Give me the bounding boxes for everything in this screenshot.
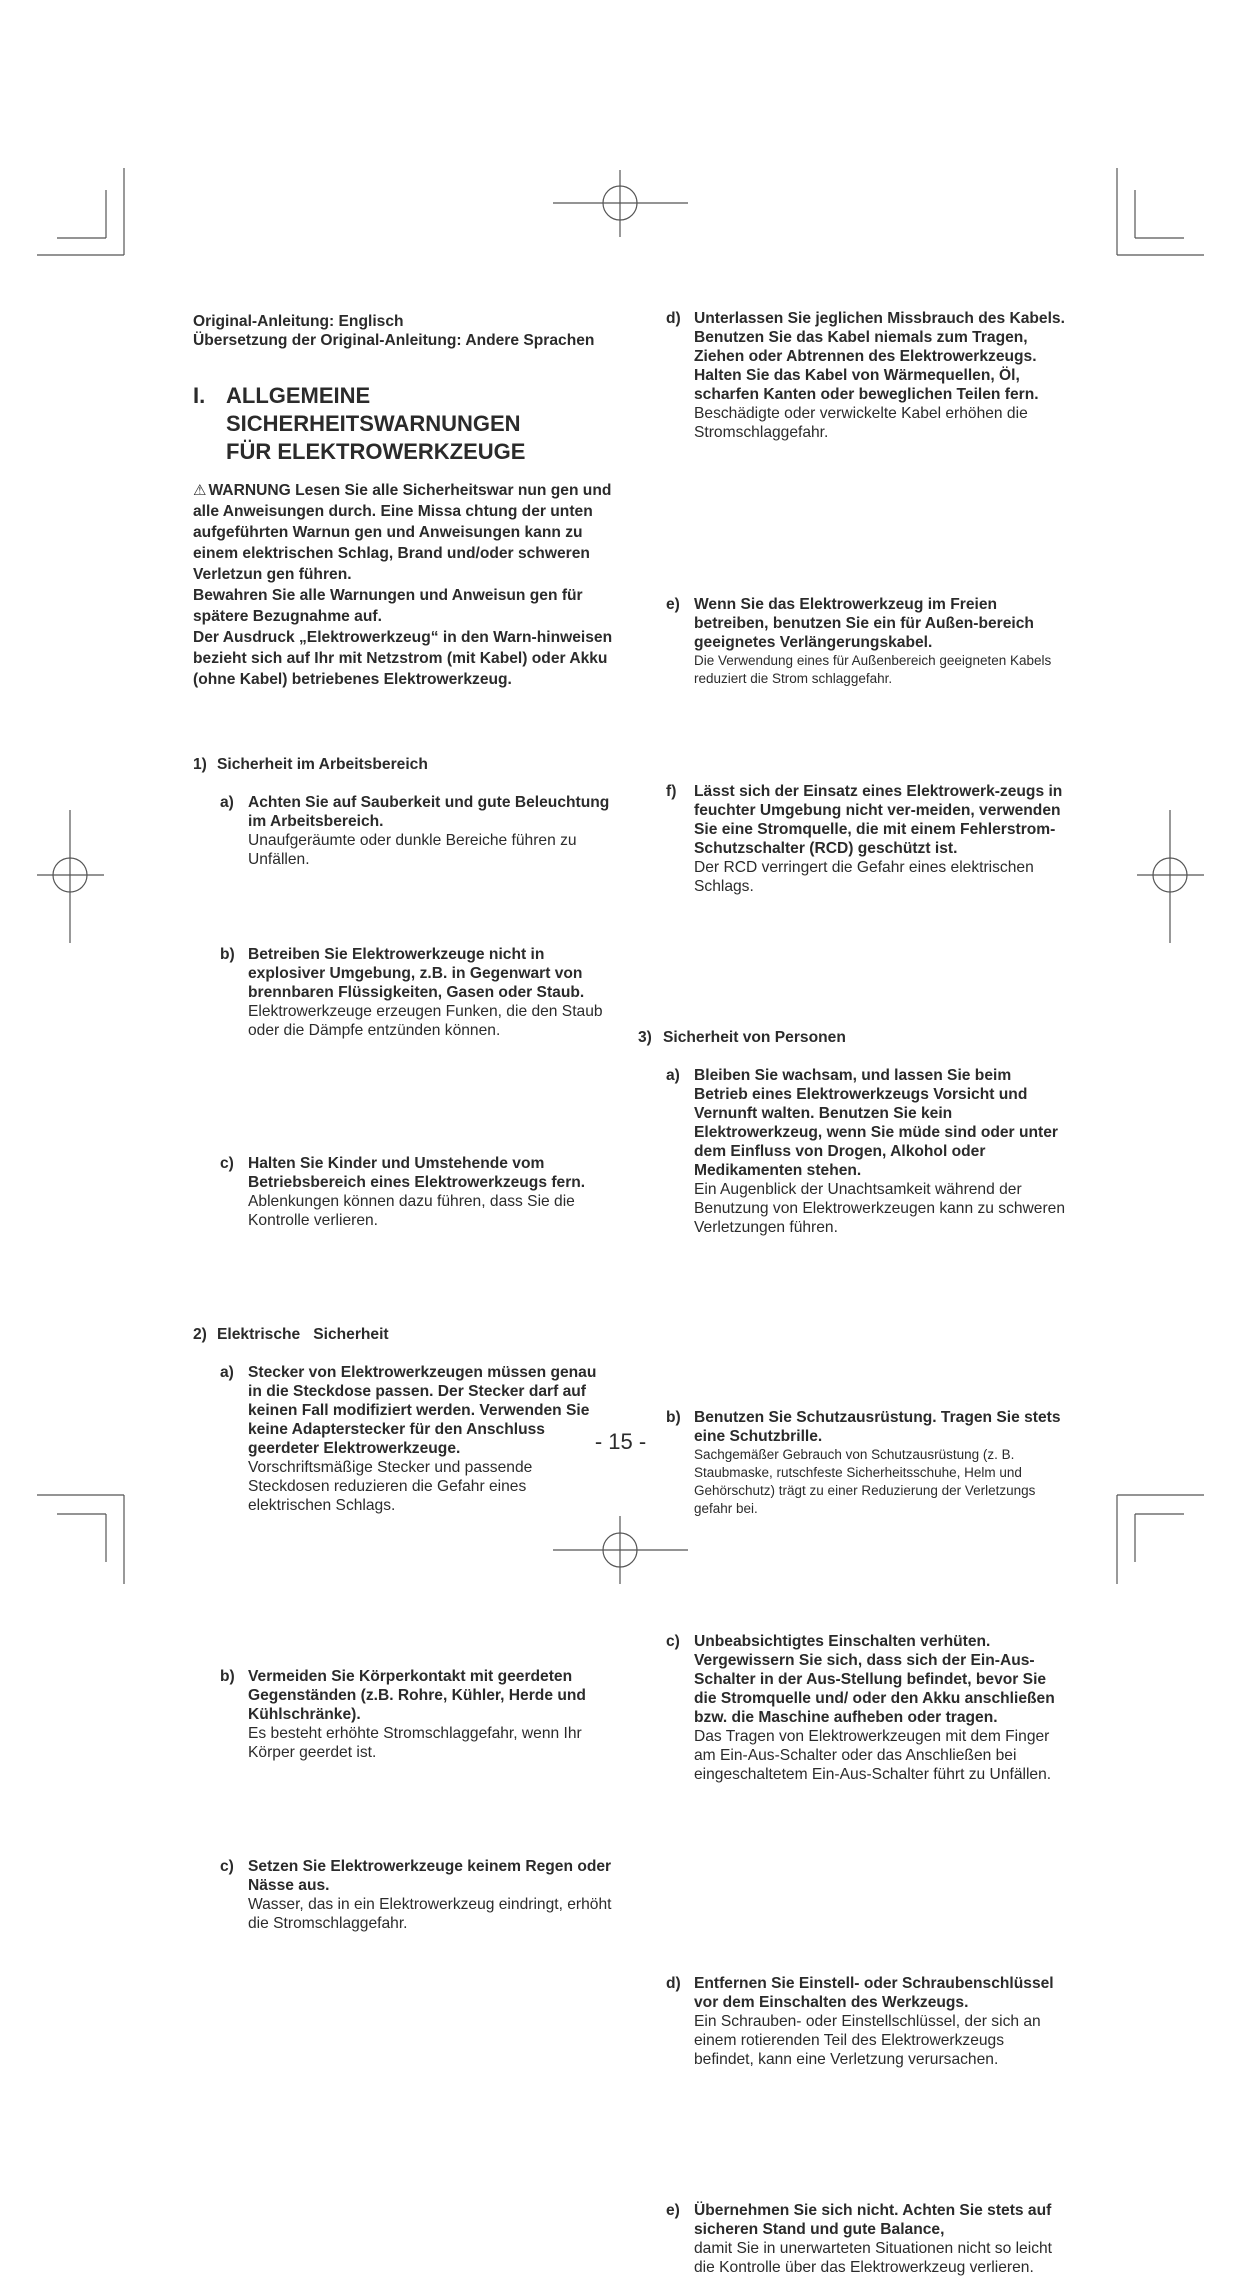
list-item-body: Sachgemäßer Gebrauch von Schutzausrüstung (z. B. Staubmaske, rutschfeste Sicherheitsschuhe, Helm und Gehörschutz) trägt zu einer Reduzierung der Verletzungs gefahr bei. (694, 1447, 1036, 1516)
list-item-label: c) (666, 1633, 680, 1650)
list-item (638, 595, 1068, 688)
list-item (638, 1408, 1068, 1518)
list-item-body: Vorschriftsmäßige Stecker und passende Steckdosen reduzieren die Gefahr eines elektrischen Schlags. (248, 1459, 533, 1514)
list-item (638, 309, 1068, 442)
list-item-body: Es besteht erhöhte Stromschlaggefahr, wenn Ihr Körper geerdet ist. (248, 1725, 582, 1761)
list-item-heading: Wenn Sie das Elektrowerkzeug im Freien betreiben, benutzen Sie ein für Außen-bereich geeignetes Verlängerungskabel. (694, 596, 1034, 651)
subsection-heading (638, 1028, 1068, 1047)
list-item-label: d) (666, 310, 681, 327)
list-item (638, 782, 1068, 896)
section-title-number: I. (193, 383, 206, 408)
list-item-label: b) (220, 946, 235, 963)
list-item-heading: Vermeiden Sie Körperkontakt mit geerdeten Gegenständen (z.B. Rohre, Kühler, Herde und Kühlschränke). (248, 1668, 586, 1723)
subsection-title: Sicherheit von Personen (663, 1029, 846, 1046)
original-language: Original-Anleitung: Englisch (193, 313, 404, 330)
list-item-heading: Lässt sich der Einsatz eines Elektrowerk-zeugs in feuchter Umgebung nicht ver-meiden, verwenden Sie eine Stromquelle, die mit einem Fehlerstrom-Schutzschalter (RCD) geschützt ist. (694, 783, 1063, 857)
subsection-number: 2) (193, 1326, 207, 1343)
list-item-body: Beschädigte oder verwickelte Kabel erhöhen die Stromschlaggefahr. (694, 405, 1028, 441)
list-item (638, 1632, 1068, 1784)
subsection-heading (193, 1325, 613, 1344)
list-item-body: Ein Augenblick der Unachtsamkeit während der Benutzung von Elektrowerkzeugen kann zu schweren Verletzungen führen. (694, 1181, 1066, 1236)
list-item-heading: Halten Sie Kinder und Umstehende vom Betriebsbereich eines Elektrowerkzeugs fern. (248, 1155, 586, 1191)
warning-triangle-icon: ⚠ (193, 482, 207, 499)
list-item-body: Unaufgeräumte oder dunkle Bereiche führen zu Unfällen. (248, 832, 577, 868)
warning-text-block (193, 480, 613, 585)
list-item-heading: Unterlassen Sie jeglichen Missbrauch des Kabels. Benutzen Sie das Kabel niemals zum Tragen, Ziehen oder Abtrennen des Elektrowerkzeugs. Halten Sie das Kabel von Wärmequellen, Öl, scharfen Kanten oder beweglichen Teilen fern. (694, 310, 1065, 403)
list-item-heading: Bleiben Sie wachsam, und lassen Sie beim Betrieb eines Elektrowerkzeugs Vorsicht und Vernunft walten. Benutzen Sie kein Elektrowerkzeug, wenn Sie müde sind oder unter dem Einfluss von Drogen, Alkohol oder Medikamenten stehen. (694, 1067, 1058, 1179)
list-item (193, 793, 613, 869)
list-item-heading: Unbeabsichtigtes Einschalten verhüten. Vergewissern Sie sich, dass sich der Ein-Aus-Schalter in der Aus-Stellung befindet, bevor Sie die Stromquelle und/ oder den Akku anschließen bzw. die Maschine aufheben oder tragen. (694, 1633, 1055, 1726)
section-title-line: FÜR ELEKTROWERKZEUGE (226, 439, 526, 464)
list-item (638, 1066, 1068, 1237)
list-item-label: e) (666, 2202, 680, 2219)
left-column (193, 0, 613, 1932)
list-item-heading: Entfernen Sie Einstell- oder Schraubenschlüssel vor dem Einschalten des Werkzeugs. (694, 1975, 1054, 2011)
list-item (638, 2201, 1068, 2277)
page-number: - 15 - (594, 1429, 647, 1454)
list-item-label: b) (220, 1668, 235, 1685)
list-item (193, 945, 613, 1040)
list-item-body: Wasser, das in ein Elektrowerkzeug eindringt, erhöht die Stromschlaggefahr. (248, 1896, 612, 1932)
subsection-title: Sicherheit im Arbeitsbereich (217, 756, 428, 773)
list-item-label: e) (666, 596, 680, 613)
list-item-heading: Betreiben Sie Elektrowerkzeuge nicht in explosiver Umgebung, z.B. in Gegenwart von brennbaren Flüssigkeiten, Gasen oder Staub. (248, 946, 585, 1001)
keep-instructions: Bewahren Sie alle Warnungen und Anweisun gen für spätere Bezugnahme auf. (193, 587, 583, 625)
subsection-title: Elektrische Sicherheit (217, 1326, 389, 1343)
list-item-label: f) (666, 783, 677, 800)
list-item-body: damit Sie in unerwarteten Situationen nicht so leicht die Kontrolle über das Elektrowerkzeug verlieren. (694, 2240, 1052, 2276)
list-item-label: c) (220, 1155, 234, 1172)
term-definition: Der Ausdruck „Elektrowerkzeug“ in den Warn-hinweisen bezieht sich auf Ihr mit Netzstrom (mit Kabel) oder Akku (ohne Kabel) betriebenes Elektrowerkzeug. (193, 629, 613, 688)
subsection-heading (193, 755, 613, 774)
list-item-heading: Stecker von Elektrowerkzeugen müssen genau in die Steckdose passen. Der Stecker darf auf keinen Fall modifiziert werden. Verwenden Sie keine Adapterstecker für den Anschluss geerdeter Elektrowerkzeuge. (248, 1364, 597, 1457)
list-item-body: Die Verwendung eines für Außenbereich geeigneten Kabels reduziert die Strom schlaggefahr. (694, 653, 1052, 686)
warning-block (193, 480, 613, 690)
list-item-heading: Achten Sie auf Sauberkeit und gute Beleuchtung im Arbeitsbereich. (248, 794, 610, 830)
subsection-number: 3) (638, 1029, 652, 1046)
section-title-line: SICHERHEITSWARNUNGEN (226, 411, 521, 436)
list-item-body: Ablenkungen können dazu führen, dass Sie die Kontrolle verlieren. (248, 1193, 575, 1229)
list-item (193, 1667, 613, 1762)
header-block (193, 312, 613, 350)
list-item-label: d) (666, 1975, 681, 1992)
list-item (193, 1857, 613, 1933)
list-item-label: a) (220, 1364, 234, 1381)
list-item-body: Elektrowerkzeuge erzeugen Funken, die den Staub oder die Dämpfe entzünden können. (248, 1003, 603, 1039)
list-item-label: a) (666, 1067, 680, 1084)
list-item-heading: Übernehmen Sie sich nicht. Achten Sie stets auf sicheren Stand und gute Balance, (694, 2202, 1052, 2238)
list-item-label: c) (220, 1858, 234, 1875)
list-item (193, 1154, 613, 1230)
section-title-line: ALLGEMEINE (226, 383, 371, 408)
list-item-body: Das Tragen von Elektrowerkzeugen mit dem Finger am Ein-Aus-Schalter oder das Anschließen bei eingeschaltetem Ein-Aus-Schalter führt zu Unfällen. (694, 1728, 1052, 1783)
list-item (638, 1974, 1068, 2069)
subsection-number: 1) (193, 756, 207, 773)
list-item-heading: Setzen Sie Elektrowerkzeuge keinem Regen oder Nässe aus. (248, 1858, 612, 1894)
warning-text: Lesen Sie alle Sicherheitswar nun gen und alle Anweisungen durch. Eine Missa chtung der unten aufgeführten Warnun gen und Anweisungen kann zu einem elektrischen Schlag, Brand und/oder schweren Verletzun gen führen. (193, 482, 612, 583)
list-item-body: Ein Schrauben- oder Einstellschlüssel, der sich an einem rotierenden Teil des Elektrowerkzeugs befindet, kann eine Verletzung verursachen. (694, 2013, 1041, 2068)
list-item-label: a) (220, 794, 234, 811)
list-item-body: Der RCD verringert die Gefahr eines elektrischen Schlags. (694, 859, 1034, 895)
right-column (638, 0, 1068, 2276)
translation-note: Übersetzung der Original-Anleitung: Andere Sprachen (193, 332, 595, 349)
list-item-label: b) (666, 1409, 681, 1426)
warning-label: WARNUNG (208, 482, 291, 499)
list-item-heading: Benutzen Sie Schutzausrüstung. Tragen Sie stets eine Schutzbrille. (694, 1409, 1061, 1445)
